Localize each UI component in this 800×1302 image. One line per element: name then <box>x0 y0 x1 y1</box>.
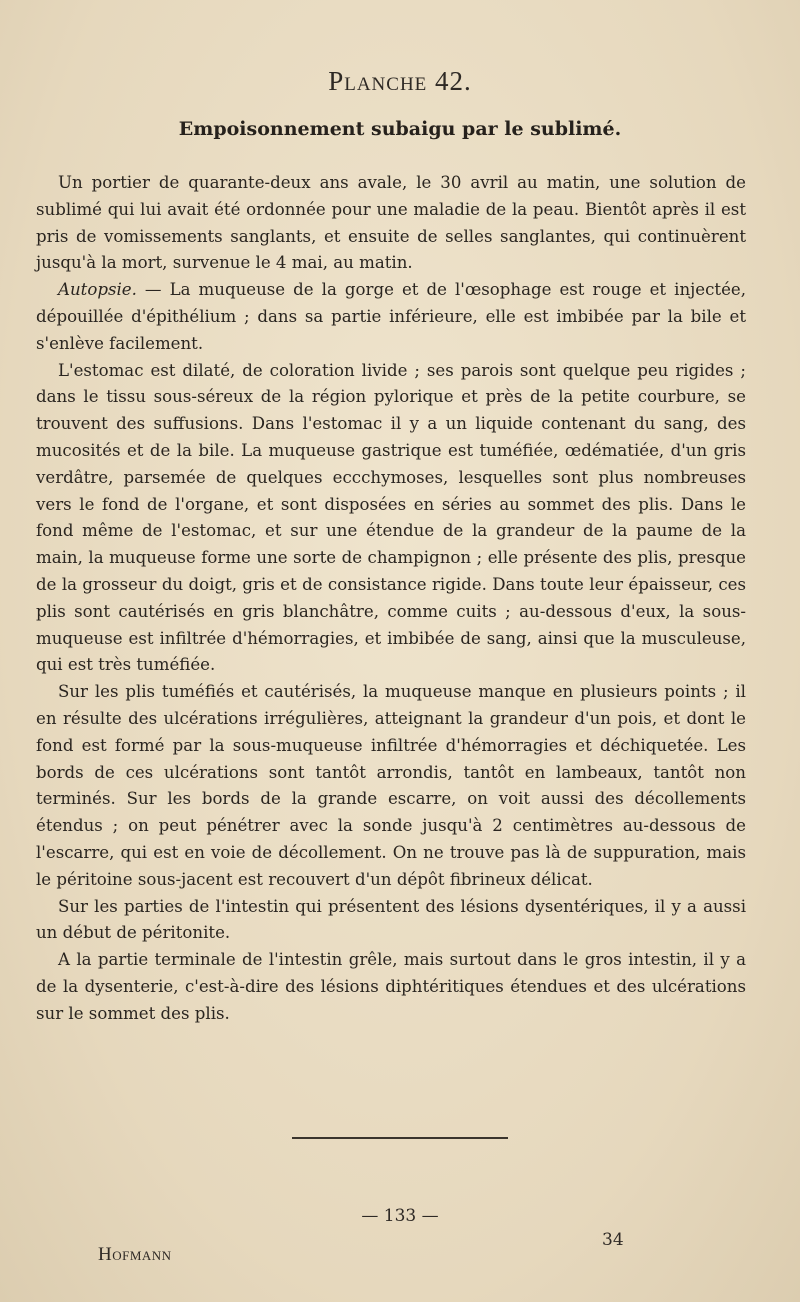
paragraph-2 <box>36 277 746 357</box>
paragraph-1: Un portier de quarante-deux ans avale, le 30 avril au matin, une solution de sublimé qui lui avait été ordonnée pour une maladie de la peau. Bientôt après il est pris de vomissements sanglants, et ensuite de selles sanglantes, qui continuèrent jusqu'à la mort, survenue le 4 mai, au matin. <box>36 173 746 273</box>
plate-title: Planche 42. <box>328 66 472 96</box>
paragraph-2-text: — La muqueuse de la gorge et de l'œsophage est rouge et injectée, dépouillée d'épithélium ; dans sa partie inférieure, elle est imbibée par la bile et s'enlève facilement. <box>36 280 746 353</box>
paragraph-3: L'estomac est dilaté, de coloration livide ; ses parois sont quelque peu rigides ; dans le tissu sous-séreux de la région pylorique et près de la petite courbure, se trouvent des suffusions. Dans l'estomac il y a un liquide contenant du sang, des mucosités et de la bile. La muqueuse gastrique est tuméfiée, œdématiée, d'un gris verdâtre, parsemée de quelques eccchymoses, lesquelles sont plus nombreuses vers le fond de l'organe, et sont disposées en séries au sommet des plis. Dans le fond même de l'estomac, et sur une étendue de la grandeur de la paume de la main, la muqueuse forme une sorte de champignon ; elle présente des plis, presque de la grosseur du doigt, gris et de consistance rigide. Dans toute leur épaisseur, ces plis sont cautérisés en gris blanchâtre, comme cuits ; au-dessous d'eux, la sous-muqueuse est infiltrée d'hémorragies, et imbibée de sang, ainsi que la musculeuse, qui est très tuméfiée. <box>36 360 746 675</box>
sheet-number: 34 <box>602 1230 624 1250</box>
section-subtitle: Empoisonnement subaigu par le sublimé. <box>178 118 622 140</box>
autopsie-lead: Autopsie. <box>58 280 137 300</box>
paragraph-4: Sur les plis tuméfiés et cautérisés, la muqueuse manque en plusieurs points ; il en résulte des ulcérations irrégulières, atteignant la grandeur d'un pois, et dont le fond est formé par la sous-muqueuse infiltrée d'hémorragies et déchiquetée. Les bords de ces ulcérations sont tantôt arrondis, tantôt en lambeaux, tantôt non terminés. Sur les bords de la grande escarre, on voit aussi des décollements étendus ; on peut pénétrer avec la sonde jusqu'à 2 centimètres au-dessous de l'escarre, qui est en voie de décollement. On ne trouve pas là de suppuration, mais le péritoine sous-jacent est recouvert d'un dépôt fibrineux délicat. <box>36 682 746 889</box>
page-number: — 133 — <box>361 1206 439 1226</box>
paragraph-5: Sur les parties de l'intestin qui présentent des lésions dysentériques, il y a aussi un début de péritonite. <box>36 896 746 943</box>
paragraph-6: A la partie terminale de l'intestin grêle, mais surtout dans le gros intestin, il y a de la dysenterie, c'est-à-dire des lésions diphtéritiques étendues et des ulcérations sur le sommet des plis. <box>36 950 746 1023</box>
horizontal-rule <box>292 1137 508 1139</box>
body-text <box>36 170 746 1028</box>
author-signature: Hofmann <box>98 1244 172 1265</box>
